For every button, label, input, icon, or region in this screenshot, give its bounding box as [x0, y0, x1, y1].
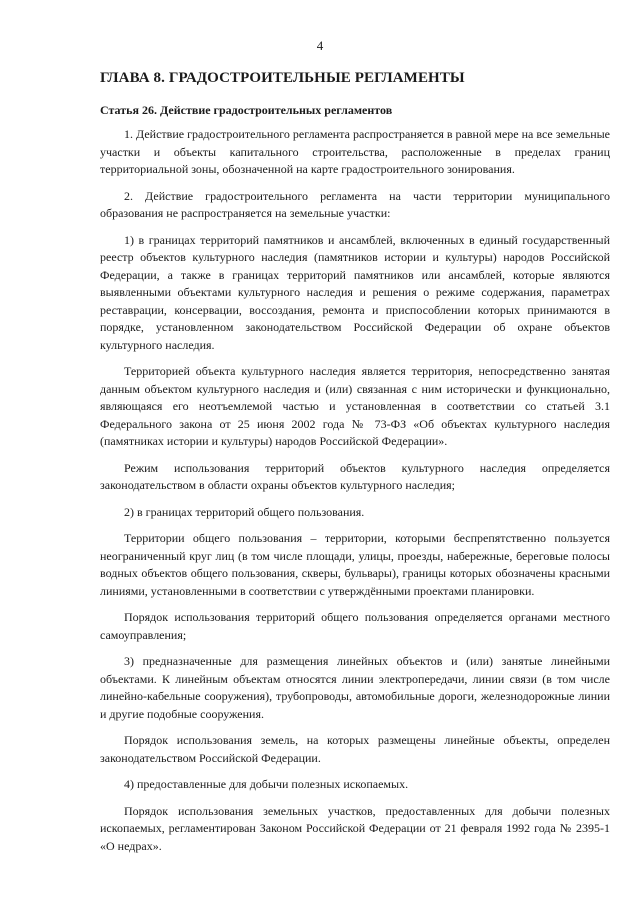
paragraph-6: 2) в границах территорий общего пользования.	[124, 504, 365, 519]
paragraph-3: 1) в границах территорий памятников и ансамблей, включенных в единый государственный реестр объектов культурного наследия (памятников истории и культуры) народов Российской Федерации, а также в границах территорий памятников или ансамблей, которые являются выявленными объектами культурного наследия и решения о режиме содержания, параметрах реставрации, консервации, воссоздания, ремонта и приспособлении которых принимаются в порядке, установленном законодательством Российской Федерации об охране объектов культурного наследия.	[100, 232, 610, 352]
paragraph-4: Территорией объекта культурного наследия является территория, непосредственно занятая данным объектом культурного наследия и (или) связанная с ним исторически и функционально, являющаяся его неотъемлемой частью и установленная в соответствии со статьей 3.1 Федерального закона от 25 июня 2002 года № 73-ФЗ «Об объектах культурного наследия (памятниках истории и культуры) народов Российской Федерации».	[100, 364, 610, 448]
paragraph-5: Режим использования территорий объектов культурного наследия определяется законодательством в области охраны объектов культурного наследия;	[100, 460, 610, 492]
paragraph-2: 2. Действие градостроительного регламента на части территории муниципального образования не распространяется на земельные участки:	[100, 188, 610, 220]
paragraph-7: Территории общего пользования – территории, которыми беспрепятственно пользуется неограниченный круг лиц (в том числе площади, улицы, проезды, набережные, береговые полосы водных объектов общего пользования, скверы, бульвары), границы которых обозначены красными линиями, установленными в соответствии с утверждёнными проектами планировки.	[100, 531, 610, 598]
paragraph-12: Порядок использования земельных участков, предоставленных для добычи полезных ископаемых, регламентирован Законом Российской Федерации от 21 февраля 1992 года № 2395-1 «О недрах».	[100, 803, 610, 853]
paragraph-10: Порядок использования земель, на которых размещены линейные объекты, определен законодательством Российской Федерации.	[100, 733, 610, 765]
page-number: 4	[316, 38, 324, 53]
paragraph-11: 4) предоставленные для добычи полезных ископаемых.	[124, 777, 409, 791]
paragraph-9: 3) предназначенные для размещения линейных объектов и (или) занятые линейными объектами. К линейным объектам относятся линии электропередачи, линии связи (в том числе линейно-кабельные сооружения), трубопроводы, автомобильные дороги, железнодорожные линии и другие подобные сооружения.	[100, 654, 610, 721]
document-body	[100, 126, 610, 864]
paragraph-1: 1. Действие градостроительного регламента распространяется в равной мере на все земельные участки и объекты капитального строительства, расположенные в пределах границ территориальной зоны, обозначенной на карте градостроительного зонирования.	[100, 127, 611, 176]
chapter-title: ГЛАВА 8. ГРАДОСТРОИТЕЛЬНЫЕ РЕГЛАМЕНТЫ	[100, 70, 465, 86]
paragraph-8: Порядок использования территорий общего пользования определяется органами местного самоуправления;	[100, 610, 610, 642]
article-title: Статья 26. Действие градостроительных регламентов	[100, 103, 393, 117]
